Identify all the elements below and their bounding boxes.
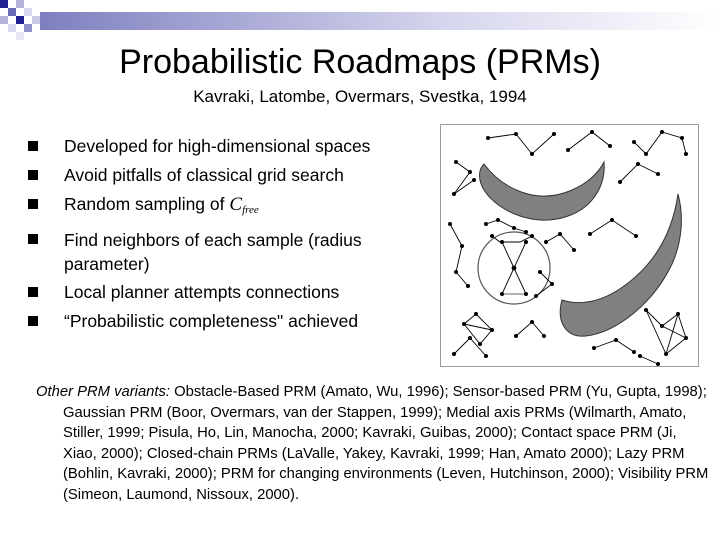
- bullet-square-icon: [28, 316, 38, 326]
- bullet-item: [28, 307, 428, 336]
- roadmap-illustration: [440, 124, 699, 367]
- bullet-square-icon: [28, 234, 38, 244]
- bullet-text: Avoid pitfalls of classical grid search: [64, 165, 344, 185]
- bullet-text: Local planner attempts connections: [64, 282, 340, 302]
- variants-text: Obstacle-Based PRM (Amato, Wu, 1996); Sensor-based PRM (Yu, Gupta, 1998); Gaussian PRM (Boor, Overmars, van der Stappen, 1999); Medial axis PRMs (Wilmarth, Amato, Stiller, 1999; Pisula, Ho, Lin, Manocha, 2000; Kavraki, Guibas, 2000); Contact space PRM (Ji, Xiao, 2000); Closed-chain PRMs (LaValle, Yakey, Kavraki, 1999; Han, Amato 2000); Lazy PRM (Bohlin, Kavraki, 2000); PRM for changing environments (Leven, Hutchinson, 2000); Visibility PRM (Simeon, Laumond, Nissoux, 2000).: [63, 384, 709, 503]
- bullet-item: [28, 132, 428, 161]
- bullet-item: [28, 190, 428, 225]
- bullet-text: Random sampling of: [64, 194, 230, 214]
- bullet-text: Find neighbors of each sample (radius parameter): [64, 230, 362, 274]
- bullet-item: [28, 278, 428, 307]
- corner-decoration: [0, 0, 720, 40]
- bullet-square-icon: [28, 141, 38, 151]
- slide-title: Probabilistic Roadmaps (PRMs): [119, 43, 601, 81]
- prm-variants-paragraph: [36, 382, 713, 505]
- bullet-item: [28, 225, 428, 278]
- bullet-text: Developed for high-dimensional spaces: [64, 136, 371, 156]
- bullet-text: “Probabilistic completeness" achieved: [64, 311, 359, 331]
- slide-subtitle: Kavraki, Latombe, Overmars, Svestka, 1994: [193, 87, 527, 106]
- bullet-square-icon: [28, 287, 38, 297]
- bullet-list: [28, 132, 428, 336]
- bullet-item: [28, 161, 428, 190]
- bullet-square-icon: [28, 170, 38, 180]
- variants-label: Other PRM variants:: [36, 384, 171, 400]
- bullet-square-icon: [28, 199, 38, 209]
- c-free-symbol: $C_{free}$: [229, 194, 259, 216]
